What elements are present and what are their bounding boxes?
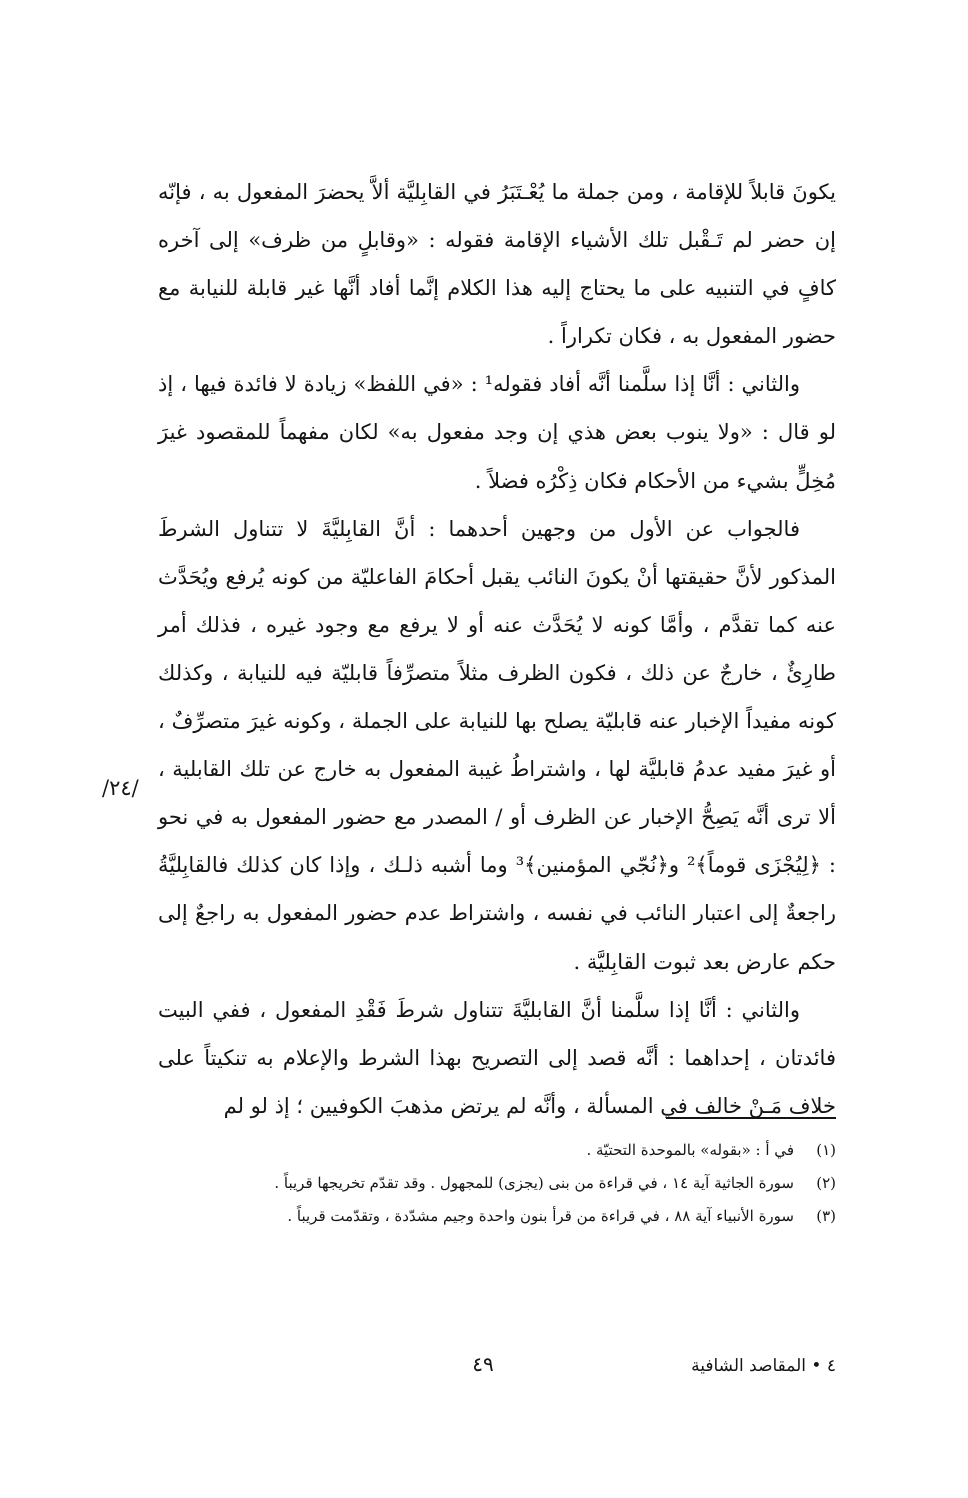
manuscript-folio-marker: /٢٤/ (102, 776, 139, 800)
footnote-1 (136, 1134, 836, 1167)
footnotes (136, 1134, 836, 1233)
paragraph-3: فالجواب عن الأول من وجهين أحدهما : أنَّ القابِليَّةَ لا تتناول الشرطَ المذكور لأنَّ حقيقتها أنْ يكونَ النائب يقبل أحكامَ الفاعليّة من كونه يُرفع ويُحَدَّث عنه كما تقدَّم ، وأمَّا كونه لا يُحَدَّث عنه أو لا يرفع مع وجود غيره ، فذلك أمر طارِئٌ ، خارجٌ عن ذلك ، فكون الظرف مثلاً متصرِّفاً قابليّة فيه للنيابة ، وكذلك كونه مفيداً الإخبار عنه قابليّة يصلح بها للنيابة على الجملة ، وكونه غيرَ متصرِّفٌ ، أو غيرَ مفيد عدمُ قابليَّة لها ، واشتراطُ غيبة المفعول به خارج عن تلك القابلية ، ألا ترى أنَّه يَصِحُّ الإخبار عن الظرف أو / المصدر مع حضور المفعول به في نحو : ﴿لِيُجْزَى قوماً﴾² و﴿نُجّي المؤمنين﴾³ وما أشبه ذلـك ، وإذا كان كذلك فالقابِليَّةُ راجعةٌ إلى اعتبار النائب في نفسه ، واشتراط عدم حضور المفعول به راجعٌ إلى حكم عارض بعد ثبوت القابِليَّة . (158, 516, 837, 974)
footnote-separator (666, 1117, 836, 1119)
footnote-text: في أ : «بقوله» بالموحدة التحتيّة . (586, 1141, 794, 1159)
footnote-2 (136, 1167, 836, 1200)
page-number: ٤٩ (472, 1352, 494, 1376)
footnote-number: (١) (816, 1141, 836, 1159)
paragraph-4: والثاني : أنَّا إذا سلَّمنا أنَّ القابليَّةَ تتناول شرطَ فَقْدِ المفعول ، ففي البيت فائدتان ، إحداهما : أنَّه قصد إلى التصريح بهذا الشرط والإعلام به تنكيتاً على خلاف مَـنْ خالف في المسألة ، وأنَّه لم يرتض مذهبَ الكوفيين ؛ إذ لو لم (158, 997, 836, 1118)
footnote-number: (٣) (816, 1207, 836, 1225)
main-text-block (158, 168, 836, 1130)
footnote-text: سورة الجاثية آية ١٤ ، في قراءة من بنى (يجزى) للمجهول . وقد تقدّم تخريجها قريباً . (274, 1174, 794, 1192)
paragraph-2: والثاني : أنَّا إذا سلَّمنا أنَّه أفاد فقوله¹ : «في اللفظ» زيادة لا فائدة فيها ، إذ لو قال : «ولا ينوب بعض هذي إن وجد مفعول به» لكان مفهماً للمقصود غيرَ مُخِلٍّ بشيء من الأحكام فكان ذِكْرُه فضلاً . (158, 372, 836, 493)
footnote-number: (٢) (816, 1174, 836, 1192)
footnote-text: سورة الأنبياء آية ٨٨ ، في قراءة من قرأ بنون واحدة وجيم مشدّدة ، وتقدّمت قريباً . (287, 1207, 794, 1225)
paragraph-1: يكونَ قابلاً للإقامة ، ومن جملة ما يُعْـتَبَرُ في القابِليَّة ألاَّ يحضرَ المفعول به ، فإنّه إن حضر لم تَـقْبل تلك الأشياء الإقامة فقوله : «وقابلٍ من ظرف» إلى آخره كافٍ في التنبيه على ما يحتاج إليه هذا الكلام إنَّما أفاد أنَّها غير قابلة للنيابة مع حضور المفعول به ، فكان تكراراً . (158, 180, 836, 349)
footnote-3 (136, 1200, 836, 1233)
running-title: ٤ • المقاصد الشافية (691, 1356, 836, 1376)
